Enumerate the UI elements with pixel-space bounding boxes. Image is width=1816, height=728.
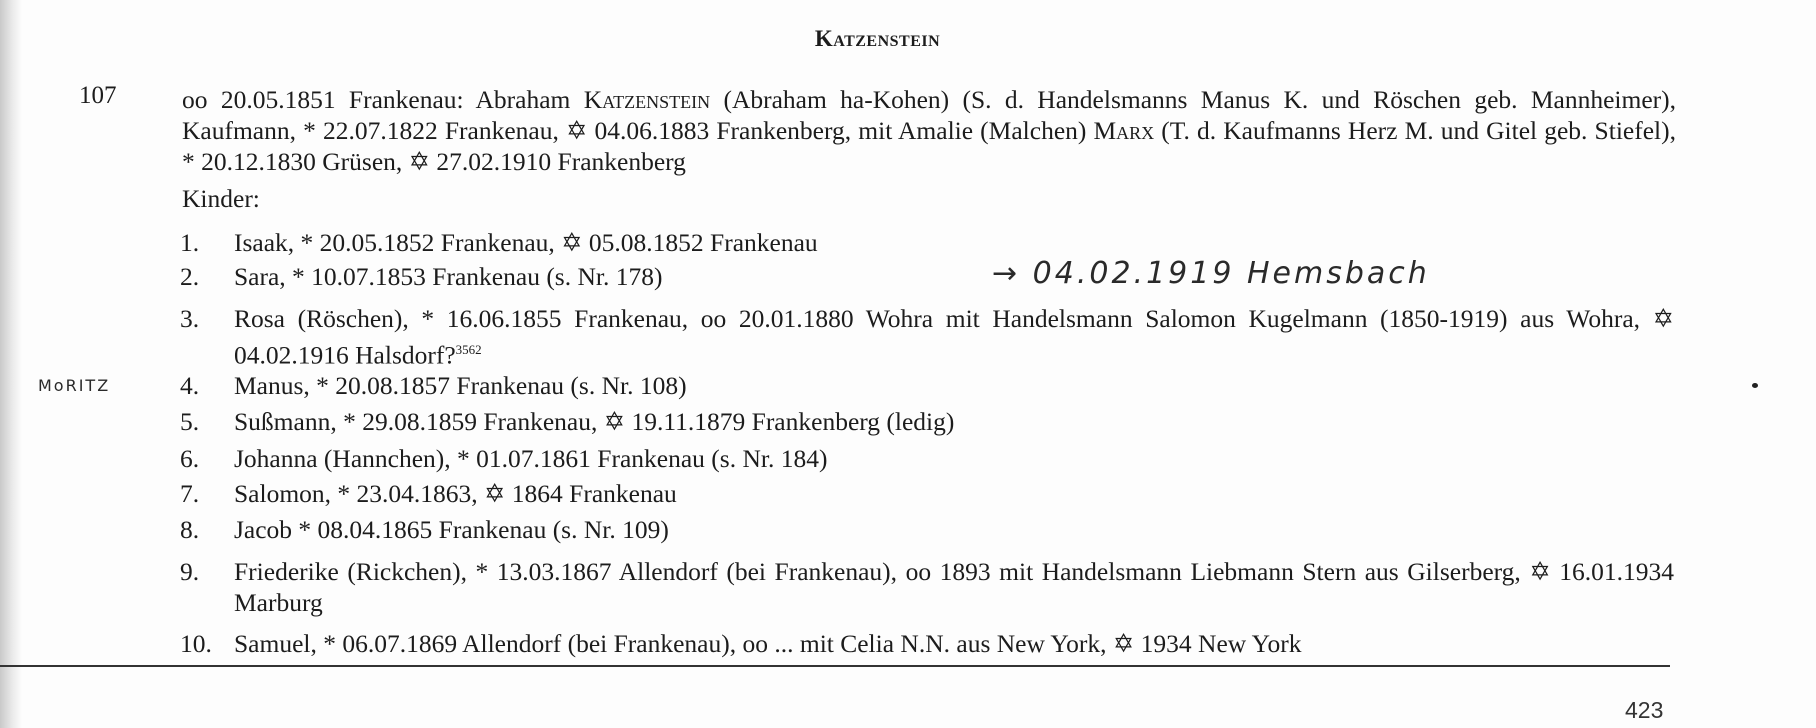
child-number: 9. xyxy=(180,557,200,586)
child-text: Sußmann, * 29.08.1859 Frankenau, ✡ 19.11.1879 Frankenberg (ledig) xyxy=(234,407,955,436)
children-label: Kinder: xyxy=(182,184,260,213)
child-text: Isaak, * 20.05.1852 Frankenau, ✡ 05.08.1852 Frankenau xyxy=(234,228,818,257)
child-text: Johanna (Hannchen), * 01.07.1861 Frankenau (s. Nr. 184) xyxy=(234,444,828,473)
child-text: Jacob * 08.04.1865 Frankenau (s. Nr. 109) xyxy=(234,515,669,544)
handwritten-margin-note: MoRITZ xyxy=(38,376,111,395)
child-number: 4. xyxy=(180,371,200,400)
child-text: Manus, * 20.08.1857 Frankenau (s. Nr. 108) xyxy=(234,371,687,400)
page-edge-shadow xyxy=(0,0,22,728)
ink-speck xyxy=(1752,383,1758,388)
child-number: 6. xyxy=(180,444,200,473)
handwritten-annotation: → 04.02.1919 Hemsbach xyxy=(992,256,1430,291)
entry-text-part-3: (T. d. Kaufmanns Herz M. und Gitel geb. Stiefel), * 20.12.1830 Grüsen, ✡ 27.02.1910 Frankenberg xyxy=(182,116,1676,176)
child-number: 10. xyxy=(180,629,212,658)
child-text-body: Rosa (Röschen), * 16.06.1855 Frankenau, oo 20.01.1880 Wohra mit Handelsmann Salomon Kugelmann (1850-1919) aus Wohra, ✡ 04.02.1916 Halsdorf? xyxy=(234,304,1674,370)
footer-rule xyxy=(0,665,1670,667)
page-number: 423 xyxy=(1625,697,1664,723)
child-number: 7. xyxy=(180,479,200,508)
entry-number: 107 xyxy=(79,82,117,109)
child-text xyxy=(234,303,1674,371)
page-header-title: Katzenstein xyxy=(814,26,941,51)
entry-text-part-2: (Abraham ha-Kohen) (S. d. Handelsmanns Manus K. und Röschen geb. Mannheimer), Kaufmann, * 22.07.1822 Frankenau, ✡ 04.06.1883 Frankenberg, mit Amalie (Malchen) xyxy=(182,85,1676,145)
child-number: 3. xyxy=(180,304,200,333)
child-text: Sara, * 10.07.1853 Frankenau (s. Nr. 178) xyxy=(234,262,663,291)
child-number: 5. xyxy=(180,407,200,436)
child-text: Samuel, * 06.07.1869 Allendorf (bei Frankenau), oo ... mit Celia N.N. aus New York, ✡ 1934 New York xyxy=(234,629,1302,658)
footnote-marker: 3562 xyxy=(455,342,482,357)
surname-marx: Marx xyxy=(1093,116,1155,145)
surname-katzenstein: Katzenstein xyxy=(583,85,711,114)
child-number: 1. xyxy=(180,228,200,257)
entry-text-part-1: oo 20.05.1851 Frankenau: Abraham xyxy=(182,85,584,114)
child-number: 2. xyxy=(180,262,200,291)
entry-text xyxy=(182,84,1676,177)
child-text: Salomon, * 23.04.1863, ✡ 1864 Frankenau xyxy=(234,479,677,508)
child-number: 8. xyxy=(180,515,200,544)
child-text: Friederike (Rickchen), * 13.03.1867 Allendorf (bei Frankenau), oo 1893 mit Handelsmann Liebmann Stern aus Gilserberg, ✡ 16.01.1934 Marburg xyxy=(234,557,1674,617)
